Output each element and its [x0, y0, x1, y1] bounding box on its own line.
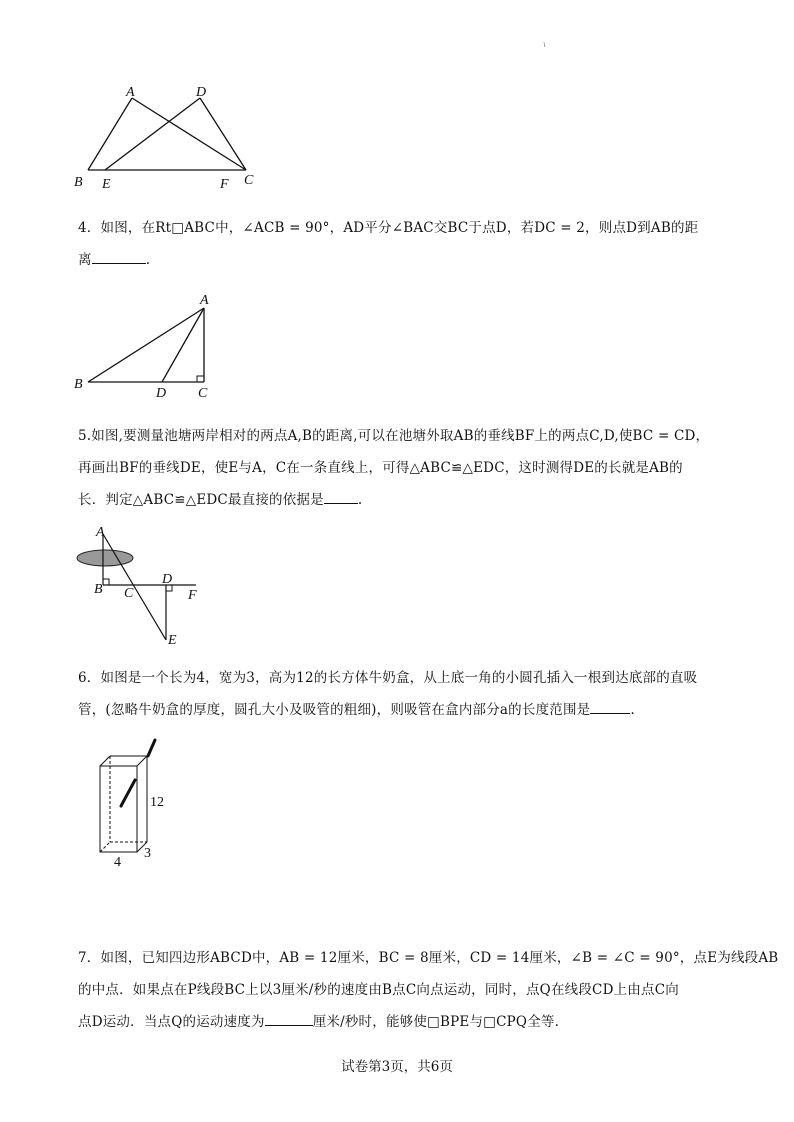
- label-length: 4: [114, 855, 121, 870]
- q7-text-line3: [78, 1012, 559, 1032]
- label-b: B: [94, 582, 103, 597]
- figure-q5-pond: [70, 522, 210, 652]
- label-b: B: [74, 175, 83, 190]
- label-c: C: [198, 386, 208, 400]
- label-d: D: [156, 386, 167, 400]
- q6-text-end: .: [630, 702, 635, 718]
- label-a: A: [200, 293, 209, 308]
- q4-text-line1: 4．如图，在Rt□ABC中，∠ACB = 90°，AD平分∠BAC交BC于点D，若DC = 2，则点D到AB的距: [78, 220, 699, 236]
- q4-text-end: .: [145, 252, 151, 268]
- q7-answer-blank[interactable]: [265, 1012, 313, 1026]
- label-d: D: [162, 572, 173, 587]
- label-width: 3: [144, 846, 151, 861]
- q5-text-end: .: [357, 492, 363, 508]
- q7-text-part: 点D运动．当点Q的运动速度为: [78, 1014, 265, 1030]
- label-a: A: [126, 85, 135, 100]
- q6-text-line1: 6．如图是一个长为4，宽为3，高为12的长方体牛奶盒，从上底一角的小圆孔插入一根到达底部的直吸: [78, 670, 698, 686]
- label-a: A: [96, 525, 105, 540]
- q7-text-end: 厘米/秒时，能够使□BPE与□CPQ全等.: [312, 1014, 560, 1030]
- page-mark: ι: [543, 40, 547, 49]
- label-e: E: [168, 633, 177, 648]
- q6-answer-blank[interactable]: [590, 700, 630, 714]
- figure-q3-triangles: [70, 80, 270, 195]
- q5-text-line2: 再画出BF的垂线DE，使E与A，C在一条直线上，可得△ABC≌△EDC，这时测得DE的长就是AB的: [78, 460, 683, 476]
- label-c: C: [124, 586, 134, 601]
- q4-text-line2: [78, 250, 150, 270]
- label-b: B: [74, 377, 83, 392]
- q6-text-line2: [78, 700, 635, 720]
- q4-text-part: 离: [78, 252, 92, 268]
- label-e: E: [102, 177, 111, 192]
- figure-q4-right-triangle: [70, 290, 220, 400]
- q7-text-line2: 的中点．如果点在P线段BC上以3厘米/秒的速度由B点C向点运动，同时，点Q在线段CD上由点C向: [78, 982, 679, 998]
- label-c: C: [244, 173, 254, 188]
- label-f: F: [188, 588, 197, 603]
- page-footer: 试卷第3页，共6页: [341, 1059, 453, 1075]
- q5-text-part: 长．判定△ABC≌△EDC最直接的依据是: [78, 492, 324, 508]
- q4-answer-blank[interactable]: [92, 250, 146, 264]
- figure-q6-milk-box: [80, 736, 190, 871]
- q5-answer-blank[interactable]: [324, 490, 358, 504]
- q5-text-line1: 5.如图,要测量池塘两岸相对的两点A,B的距离,可以在池塘外取AB的垂线BF上的两点C,D,使BC = CD，: [78, 428, 710, 444]
- label-d: D: [196, 85, 207, 100]
- q5-text-line3: [78, 490, 362, 510]
- label-height: 12: [150, 795, 164, 810]
- q6-text-part: 管，(忽略牛奶盒的厚度，圆孔大小及吸管的粗细)，则吸管在盒内部分a的长度范围是: [78, 702, 591, 718]
- q7-text-line1: 7．如图，已知四边形ABCD中，AB = 12厘米，BC = 8厘米，CD = 14厘米，∠B = ∠C = 90°，点E为线段AB: [78, 950, 779, 966]
- label-f: F: [220, 177, 229, 192]
